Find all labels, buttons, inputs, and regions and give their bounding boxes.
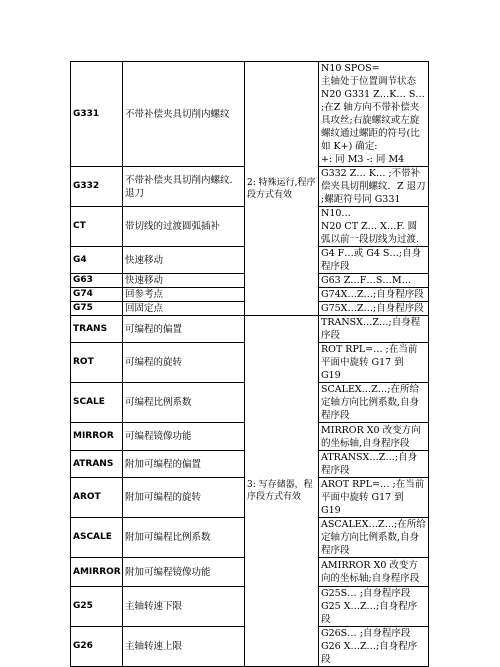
code-cell: G75 bbox=[71, 302, 123, 316]
note-cell: N10… N20 CT Z… X…F. 圆弧以前一段切线为过渡. bbox=[319, 207, 429, 247]
code-cell: AROT bbox=[71, 478, 123, 518]
group-cell: 2: 特殊运行,程序段方式有效 bbox=[245, 62, 319, 316]
description-cell: 回固定点 bbox=[123, 302, 245, 316]
description-cell: 附加可编程的偏置 bbox=[123, 451, 245, 478]
code-cell: G25 bbox=[71, 587, 123, 627]
code-cell: G4 bbox=[71, 247, 123, 274]
note-cell: TRANSX…Z…;自身程序段 bbox=[319, 316, 429, 343]
code-cell: CT bbox=[71, 207, 123, 247]
note-cell: N10 SPOS= 主轴处于位置调节状态 N20 G331 Z…K… S… ;在Z 轴方向不带补偿夹具攻丝;右旋螺纹或左旋螺纹通过螺距的符号(比如 K+) 确定: +: 同 M3 -: 同 M4 bbox=[319, 62, 429, 167]
note-cell: G74X…Z…;自身程序段 bbox=[319, 288, 429, 302]
code-cell: G74 bbox=[71, 288, 123, 302]
note-cell: ASCALEX…Z…;在所给定轴方向比例系数,自身程序段 bbox=[319, 518, 429, 558]
code-cell: SCALE bbox=[71, 383, 123, 423]
description-cell: 不带补偿夹具切削内螺纹． 退刀 bbox=[123, 167, 245, 207]
description-cell: 回参考点 bbox=[123, 288, 245, 302]
note-cell: SCALEX…Z…;在所给定轴方向比例系数,自身程序段 bbox=[319, 383, 429, 423]
code-cell: ROT bbox=[71, 343, 123, 383]
code-cell: ATRANS bbox=[71, 451, 123, 478]
description-cell: 可编程的旋转 bbox=[123, 343, 245, 383]
description-cell: 不带补偿夹具切削内螺纹 bbox=[123, 62, 245, 167]
code-cell: MIRROR bbox=[71, 423, 123, 451]
note-cell: G332 Z… K… ;不带补偿夹具切削螺纹．Z 退刀 ;螺距符号同 G331 bbox=[319, 167, 429, 207]
note-cell: G25S… ;自身程序段 G25 X…Z…;自身程序段 bbox=[319, 587, 429, 627]
code-cell: TRANS bbox=[71, 316, 123, 343]
code-cell: G26 bbox=[71, 627, 123, 667]
note-cell: MIRROR X0 改变方向的坐标轴,自身程序段 bbox=[319, 423, 429, 451]
description-cell: 可编程镜像功能 bbox=[123, 423, 245, 451]
note-cell: G4 F…或 G4 S…;自身程序段 bbox=[319, 247, 429, 274]
description-cell: 可编程比例系数 bbox=[123, 383, 245, 423]
description-cell: 主轴转速上限 bbox=[123, 627, 245, 667]
description-cell: 快速移动 bbox=[123, 274, 245, 288]
note-cell: G63 Z…F…S…M… bbox=[319, 274, 429, 288]
code-cell: G331 bbox=[71, 62, 123, 167]
note-cell: ROT RPL=… ;在当前平面中旋转 G17 到 G19 bbox=[319, 343, 429, 383]
note-cell: G75X…Z…;自身程序段 bbox=[319, 302, 429, 316]
group-cell: 3: 写存储器，程序段方式有效 bbox=[245, 316, 319, 667]
code-cell: AMIRROR bbox=[71, 558, 123, 587]
note-cell: G26S… ;自身程序段 G26 X…Z…;自身程序段 bbox=[319, 627, 429, 667]
description-cell: 附加可编程比例系数 bbox=[123, 518, 245, 558]
description-cell: 带切线的过渡圆弧插补 bbox=[123, 207, 245, 247]
table-row bbox=[71, 62, 429, 167]
note-cell: AMIRROR X0 改变方向的坐标轴;自身程序段 bbox=[319, 558, 429, 587]
description-cell: 快速移动 bbox=[123, 247, 245, 274]
description-cell: 附加可编程镜像功能 bbox=[123, 558, 245, 587]
description-cell: 可编程的偏置 bbox=[123, 316, 245, 343]
note-cell: AROT RPL=… ;在当前平面中旋转 G17 到 G19 bbox=[319, 478, 429, 518]
note-cell: ATRANSX…Z…;自身程序段 bbox=[319, 451, 429, 478]
code-cell: G63 bbox=[71, 274, 123, 288]
table-row bbox=[71, 316, 429, 343]
description-cell: 附加可编程的旋转 bbox=[123, 478, 245, 518]
gcode-reference-table bbox=[70, 61, 429, 667]
description-cell: 主轴转速下限 bbox=[123, 587, 245, 627]
code-cell: G332 bbox=[71, 167, 123, 207]
code-cell: ASCALE bbox=[71, 518, 123, 558]
